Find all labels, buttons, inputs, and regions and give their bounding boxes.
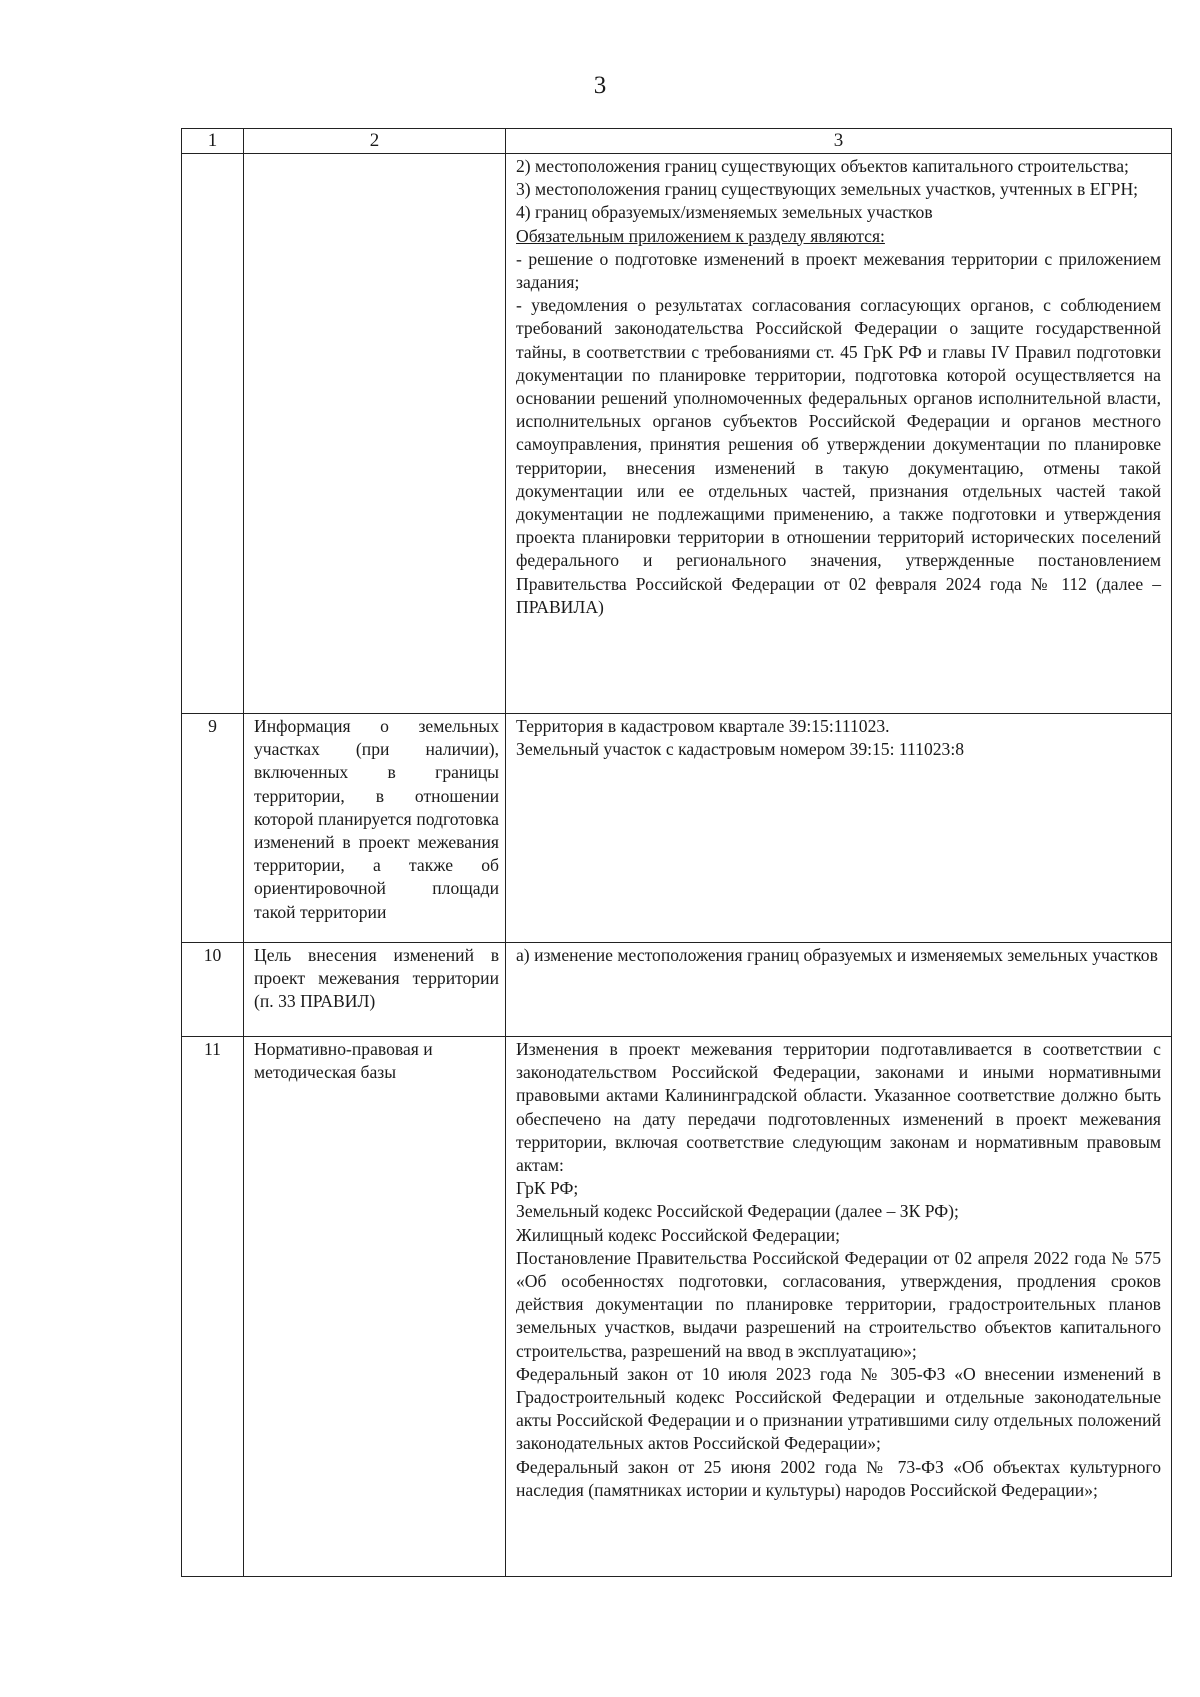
row-number: 11: [182, 1037, 244, 1577]
table-row: [182, 154, 1172, 714]
row-content: а) изменение местоположения границ образуемых и изменяемых земельных участков: [506, 943, 1172, 1037]
content-line: ГрК РФ;: [516, 1178, 579, 1199]
content-line: Земельный кодекс Российской Федерации (далее – ЗК РФ);: [516, 1201, 959, 1222]
content-line: Постановление Правительства Российской Федерации от 02 апреля 2022 года № 575 «Об особенностях подготовки, согласования, утверждения, продления сроков действия документации по планировке территории, градостроительных планов земельных участков, выдачи разрешений на строительство объектов капитального строительства, разрешений на ввод в эксплуатацию»;: [516, 1247, 1161, 1361]
page-number: 3: [593, 72, 607, 99]
requirements-table: [181, 128, 1172, 1577]
content-line: 2) местоположения границ существующих объектов капитального строительства;: [516, 156, 1129, 176]
table-row: [182, 943, 1172, 1037]
row-number: 9: [182, 714, 244, 943]
content-line: 3) местоположения границ существующих земельных участков, учтенных в ЕГРН;: [516, 179, 1139, 200]
row-number: [182, 154, 244, 714]
row-number: 10: [182, 943, 244, 1037]
header-col-1: 1: [182, 129, 244, 154]
table-row: [182, 714, 1172, 943]
row-title: Информация о земельных участках (при наличии), включенных в границы территории, в отношении которой планируется подготовка изменений в проект межевания территории, а также об ориентировочной площади такой территории: [244, 714, 506, 943]
header-col-3: 3: [506, 129, 1172, 154]
content-line: Изменения в проект межевания территории подготавливается в соответствии с законодательством Российской Федерации, законами и иными нормативными правовыми актами Калининградской области. Указанное соответствие должно быть обеспечено на дату передачи подготовленных изменений в проект межевания территории, включая соответствие следующим законам и нормативным правовым актам:: [516, 1039, 1161, 1176]
row-content: [506, 154, 1172, 714]
row-content: [506, 1037, 1172, 1577]
content-line: Федеральный закон от 10 июля 2023 года № 305-ФЗ «О внесении изменений в Градостроительный кодекс Российской Федерации и отдельные законодательные акты Российской Федерации и о признании утратившими силу отдельных положений законодательных актов Российской Федерации»;: [516, 1363, 1161, 1454]
content-line: Жилищный кодекс Российской Федерации;: [516, 1224, 841, 1245]
content-line: Земельный участок с кадастровым номером 39:15: 111023:8: [516, 739, 965, 760]
row-title: Нормативно-правовая и методическая базы: [244, 1037, 506, 1577]
row-title: Цель внесения изменений в проект межевания территории (п. 33 ПРАВИЛ): [244, 943, 506, 1037]
list-item: - решение о подготовке изменений в проект межевания территории с приложением задания;: [516, 248, 1161, 293]
row-content: [506, 714, 1172, 943]
row-title: [244, 154, 506, 714]
table-header-row: [182, 129, 1172, 154]
header-col-2: 2: [244, 129, 506, 154]
content-line: Территория в кадастровом квартале 39:15:111023.: [516, 716, 890, 736]
table-row: [182, 1037, 1172, 1577]
content-line: 4) границ образуемых/изменяемых земельных участков: [516, 202, 933, 223]
underlined-heading: Обязательным приложением к разделу являются:: [516, 225, 885, 246]
list-item: - уведомления о результатах согласования согласующих органов, с соблюдением требований законодательства Российской Федерации о защите государственной тайны, в соответствии с требованиями ст. 45 ГрК РФ и главы IV Правил подготовки документации по планировке территории, подготовка которой осуществляется на основании решений уполномоченных федеральных органов исполнительной власти, исполнительных органов субъектов Российской Федерации и органов местного самоуправления, принятия решения об утверждении документации по планировке территории, внесения изменений в такую документацию, отмены такой документации или ее отдельных частей, признания отдельных частей такой документации не подлежащими применению, а также подготовки и утверждения проекта планировки территории в отношении территорий исторических поселений федерального и регионального значения, утвержденные постановлением Правительства Российской Федерации от 02 февраля 2024 года № 112 (далее – ПРАВИЛА): [516, 295, 1161, 617]
content-line: Федеральный закон от 25 июня 2002 года № 73-ФЗ «Об объектах культурного наследия (памятниках истории и культуры) народов Российской Федерации»;: [516, 1456, 1161, 1500]
